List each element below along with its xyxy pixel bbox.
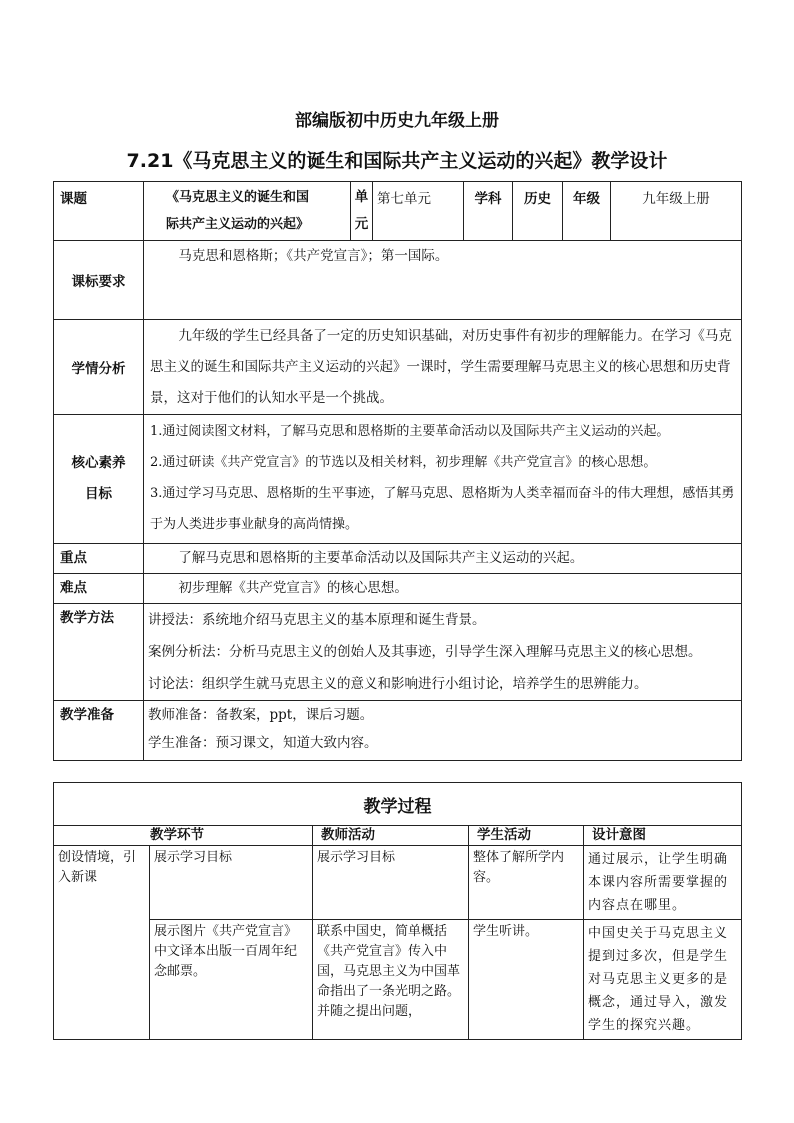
row1-student: 整体了解所学内容。 bbox=[469, 846, 584, 920]
col-header-student: 学生活动 bbox=[469, 826, 584, 846]
key-text: 了解马克思和恩格斯的主要革命活动以及国际共产主义运动的兴起。 bbox=[144, 544, 742, 574]
prep-label: 教学准备 bbox=[54, 701, 144, 761]
core-goal-3: 3.通过学习马克思、恩格斯的生平事迹，了解马克思、恩格斯为人类幸福而奋斗的伟大理想，感悟其勇于为人类进步事业献身的高尚情操。 bbox=[150, 486, 735, 532]
unit-label bbox=[351, 182, 373, 241]
core-goal-2: 2.通过研读《共产党宣言》的节选以及相关材料，初步理解《共产党宣言》的核心思想。 bbox=[150, 455, 657, 470]
method-item-2: 案例分析法：分析马克思主义的创始人及其事迹，引导学生深入理解马克思主义的核心思想。 bbox=[148, 644, 702, 660]
process-heading: 教学过程 bbox=[54, 783, 742, 826]
prep-item-2: 学生准备：预习课文，知道大致内容。 bbox=[148, 735, 378, 751]
lesson-info-table bbox=[53, 181, 742, 761]
method-label: 教学方法 bbox=[54, 604, 144, 701]
difficult-text: 初步理解《共产党宣言》的核心思想。 bbox=[144, 574, 742, 604]
col-header-intent: 设计意图 bbox=[584, 826, 742, 846]
row1-content: 展示学习目标 bbox=[150, 846, 313, 920]
core-label bbox=[54, 415, 144, 544]
core-goal-1: 1.通过阅读图文材料，了解马克思和恩格斯的主要革命活动以及国际共产主义运动的兴起。 bbox=[150, 424, 670, 439]
difficult-label: 难点 bbox=[54, 574, 144, 604]
row1-intent: 通过展示，让学生明确本课内容所需要掌握的内容点在哪里。 bbox=[584, 846, 742, 920]
topic-value bbox=[144, 182, 351, 241]
core-label-line-1: 核心素养 bbox=[71, 455, 126, 471]
prep-item-1: 教师准备：备教案，ppt，课后习题。 bbox=[148, 707, 374, 723]
learner-text: 九年级的学生已经具备了一定的历史知识基础，对历史事件有初步的理解能力。在学习《马克思主义的诞生和国际共产主义运动的兴起》一课时，学生需要理解马克思主义的核心思想和历史背景，这对于他们的认知水平是一个挑战。 bbox=[144, 320, 742, 415]
row2-content: 展示图片《共产党宣言》中文译本出版一百周年纪念邮票。 bbox=[150, 920, 313, 1040]
subject-label: 学科 bbox=[464, 182, 513, 241]
lesson-title: 7.21《马克思主义的诞生和国际共产主义运动的兴起》教学设计 bbox=[126, 150, 668, 172]
col-header-stage: 教学环节 bbox=[54, 826, 313, 846]
row1-teacher: 展示学习目标 bbox=[313, 846, 469, 920]
row2-intent: 中国史关于马克思主义提到过多次，但是学生对马克思主义更多的是概念，通过导入，激发学生的探究兴趣。 bbox=[584, 920, 742, 1040]
unit-label-char-1: 单 bbox=[354, 189, 369, 205]
topic-line-2: 际共产主义运动的兴起》 bbox=[166, 217, 310, 232]
unit-label-char-2: 元 bbox=[354, 216, 369, 232]
prep-list bbox=[144, 701, 742, 761]
col-header-teacher: 教师活动 bbox=[313, 826, 469, 846]
subject-value: 历史 bbox=[513, 182, 563, 241]
grade-value: 九年级上册 bbox=[611, 182, 742, 241]
row2-teacher: 联系中国史，简单概括《共产党宣言》传入中国，马克思主义为中国革命指出了一条光明之路。并随之提出问题， bbox=[313, 920, 469, 1040]
row2-student: 学生听讲。 bbox=[469, 920, 584, 1040]
core-goals bbox=[144, 415, 742, 544]
stage-cell: 创设情境，引入新课 bbox=[54, 846, 150, 1040]
standard-text: 马克思和恩格斯；《共产党宣言》；第一国际。 bbox=[144, 241, 742, 320]
learner-label: 学情分析 bbox=[54, 320, 144, 415]
topic-label: 课题 bbox=[54, 182, 144, 241]
method-item-3: 讨论法：组织学生就马克思主义的意义和影响进行小组讨论，培养学生的思辨能力。 bbox=[148, 676, 648, 692]
topic-line-1: 《马克思主义的诞生和国 bbox=[166, 190, 310, 205]
core-label-line-2: 目标 bbox=[85, 486, 112, 502]
grade-label: 年级 bbox=[563, 182, 611, 241]
standard-label: 课标要求 bbox=[54, 241, 144, 320]
method-list bbox=[144, 604, 742, 701]
key-label: 重点 bbox=[54, 544, 144, 574]
document-title: 部编版初中历史九年级上册 bbox=[295, 111, 499, 131]
process-table bbox=[53, 782, 742, 1040]
unit-value: 第七单元 bbox=[373, 182, 464, 241]
method-item-1: 讲授法：系统地介绍马克思主义的基本原理和诞生背景。 bbox=[148, 612, 486, 628]
